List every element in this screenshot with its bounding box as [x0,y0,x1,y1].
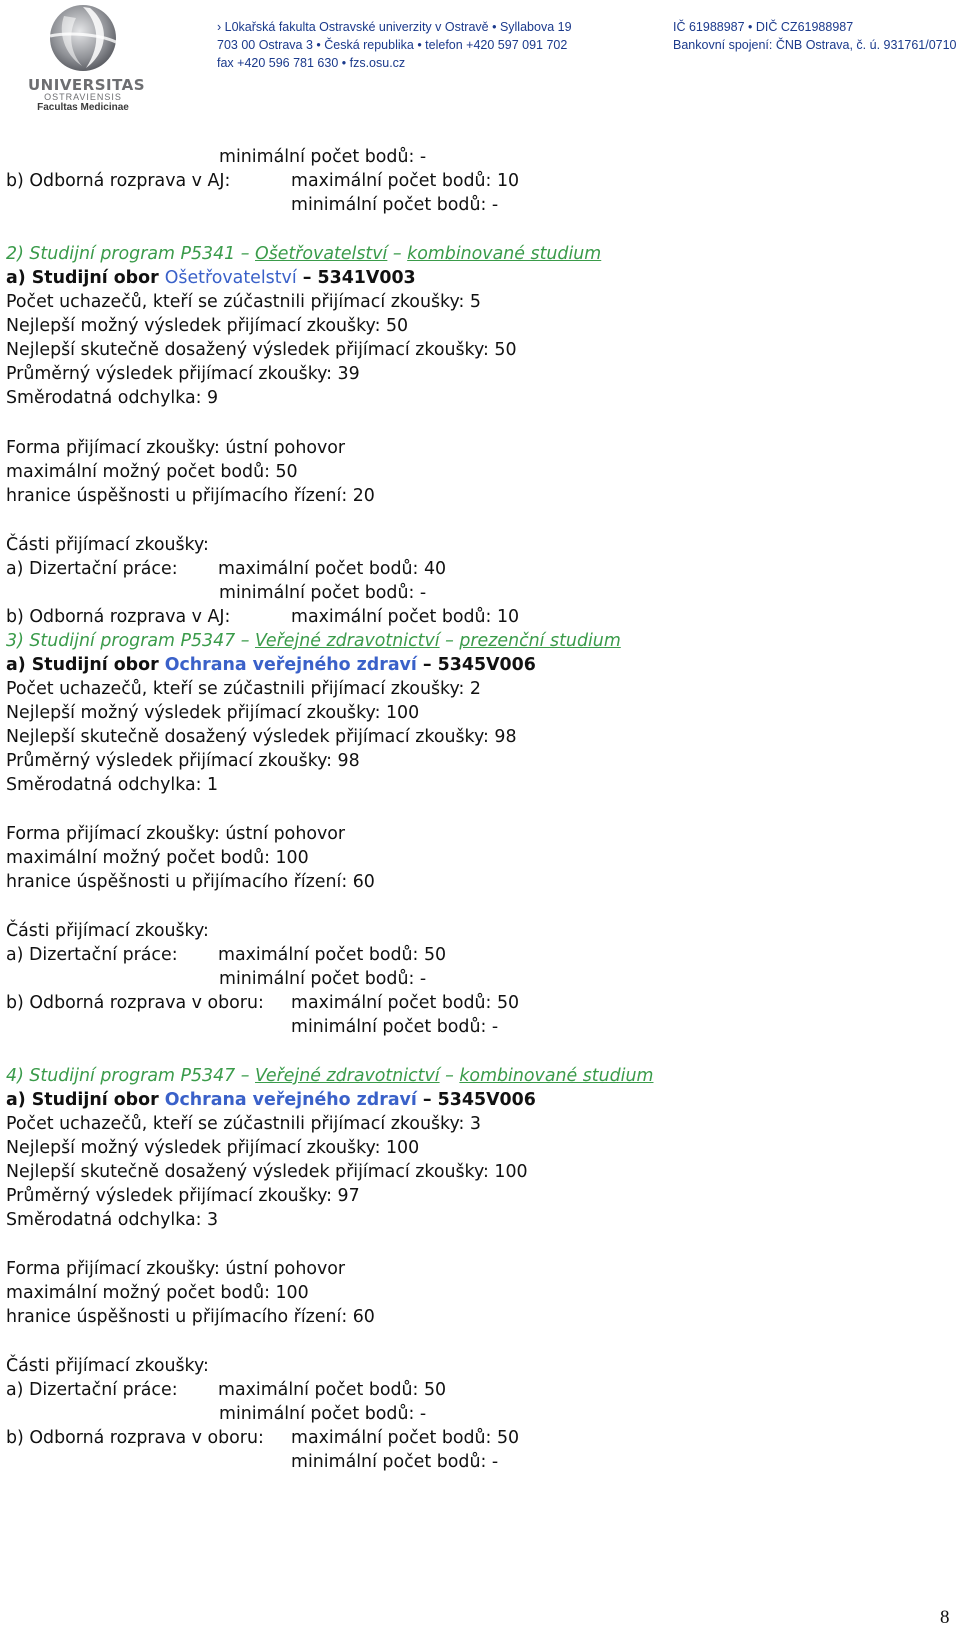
text-line: minimální počet bodů: - [291,1017,499,1037]
study-field-name: Ošetřovatelství [164,268,297,288]
text-line: hranice úspěšnosti u přijímacího řízení: 20 [6,486,375,506]
program-heading-prefix: 2) Studijní program P5341 [6,244,241,264]
text-line: Nejlepší skutečně dosažený výsledek přijímací zkoušky: 98 [6,727,517,747]
text-line: maximální počet bodů: 10 [291,607,520,627]
text-line: Nejlepší možný výsledek přijímací zkoušky: 50 [6,316,409,336]
program-heading-2 [6,242,601,266]
program-heading-prefix: 3) Studijní program P5347 [6,631,241,651]
text-line: hranice úspěšnosti u přijímacího řízení: 60 [6,1307,375,1327]
text-line: maximální možný počet bodů: 100 [6,1283,309,1303]
study-field-label: a) Studijní obor [6,1090,165,1110]
program-heading-prefix: 4) Studijní program P5347 [6,1066,241,1086]
text-line: Nejlepší možný výsledek přijímací zkoušky: 100 [6,703,420,723]
study-field-3 [6,653,536,677]
text-line: Nejlepší možný výsledek přijímací zkoušky: 100 [6,1138,420,1158]
text-line: Směrodatná odchylka: 3 [6,1210,219,1230]
text-line: Forma přijímací zkoušky: ústní pohovor [6,824,346,844]
text-line: maximální počet bodů: 40 [218,559,447,579]
text-line: Průměrný výsledek přijímací zkoušky: 97 [6,1186,360,1206]
text-line: minimální počet bodů: - [219,147,427,167]
letterhead-ids [673,18,960,54]
study-field-label: a) Studijní obor [6,268,165,288]
program-heading-title: – Veřejné zdravotnictví – prezenční studium [240,631,621,651]
text-line: minimální počet bodů: - [219,969,427,989]
text-line: Počet uchazečů, kteří se zúčastnili přijímací zkoušky: 2 [6,679,481,699]
text-line: Směrodatná odchylka: 9 [6,388,219,408]
text-line: a) Dizertační práce: [6,559,178,579]
study-field-label: a) Studijní obor [6,655,165,675]
text-line: minimální počet bodů: - [219,1404,427,1424]
text-line: maximální počet bodů: 50 [291,993,520,1013]
program-heading-4 [6,1064,653,1088]
study-field-4 [6,1088,536,1112]
text-line: b) Odborná rozprava v oboru: [6,993,264,1013]
text-line: Počet uchazečů, kteří se zúčastnili přijímací zkoušky: 3 [6,1114,481,1134]
bank-details: Bankovní spojení: ČNB Ostrava, č. ú. 931761/0710 [673,38,957,52]
logo-university-name: UNIVERSITAS [28,76,146,94]
logo-university-sub: OSTRAVIENSIS [44,92,122,102]
text-line: maximální počet bodů: 50 [218,945,447,965]
text-line: hranice úspěšnosti u přijímacího řízení: 60 [6,872,375,892]
text-line: maximální možný počet bodů: 100 [6,848,309,868]
text-line: maximální počet bodů: 10 [291,171,520,191]
text-line: Forma přijímací zkoušky: ústní pohovor [6,438,346,458]
logo-faculty: Facultas Medicinae [37,102,129,113]
text-line: Průměrný výsledek přijímací zkoušky: 39 [6,364,360,384]
study-field-code: – 5345V006 [416,655,536,675]
page-number: 8 [940,1607,950,1628]
study-field-2 [6,266,416,290]
program-heading-3 [6,629,621,653]
address-line-2: 703 00 Ostrava 3 • Česká republika • telefon +420 597 091 702 [217,38,568,52]
text-line: a) Dizertační práce: [6,945,178,965]
text-line: Části přijímací zkoušky: [6,535,209,555]
text-line: Forma přijímací zkoušky: ústní pohovor [6,1259,346,1279]
address-line-1: › L0kařská fakulta Ostravské univerzity v Ostravě • Syllabova 19 [217,20,572,34]
program-heading-title: – Ošetřovatelství – kombinované studium [240,244,602,264]
program-heading-title: – Veřejné zdravotnictví – kombinované studium [240,1066,654,1086]
text-line: Nejlepší skutečně dosažený výsledek přijímací zkoušky: 100 [6,1162,528,1182]
study-field-name: Ochrana veřejného zdraví [164,655,417,675]
letterhead-address [217,18,637,72]
logo-emblem-icon [28,2,138,78]
text-line: maximální počet bodů: 50 [291,1428,520,1448]
text-line: b) Odborná rozprava v oboru: [6,1428,264,1448]
text-line: minimální počet bodů: - [291,1452,499,1472]
text-line: b) Odborná rozprava v AJ: [6,171,231,191]
text-line: Průměrný výsledek přijímací zkoušky: 98 [6,751,360,771]
text-line: maximální možný počet bodů: 50 [6,462,298,482]
text-line: Nejlepší skutečně dosažený výsledek přijímací zkoušky: 50 [6,340,517,360]
text-line: Počet uchazečů, kteří se zúčastnili přijímací zkoušky: 5 [6,292,481,312]
text-line: minimální počet bodů: - [291,195,499,215]
text-line: minimální počet bodů: - [219,583,427,603]
address-line-3: fax +420 596 781 630 • fzs.osu.cz [217,56,406,70]
study-field-code: – 5341V003 [296,268,416,288]
company-ids: IČ 61988987 • DIČ CZ61988987 [673,20,854,34]
text-line: Části přijímací zkoušky: [6,1356,209,1376]
university-logo [28,2,146,114]
text-line: b) Odborná rozprava v AJ: [6,607,231,627]
text-line: Směrodatná odchylka: 1 [6,775,219,795]
text-line: a) Dizertační práce: [6,1380,178,1400]
study-field-code: – 5345V006 [416,1090,536,1110]
letterhead [0,0,960,120]
text-line: maximální počet bodů: 50 [218,1380,447,1400]
text-line: Části přijímací zkoušky: [6,921,209,941]
study-field-name: Ochrana veřejného zdraví [164,1090,417,1110]
